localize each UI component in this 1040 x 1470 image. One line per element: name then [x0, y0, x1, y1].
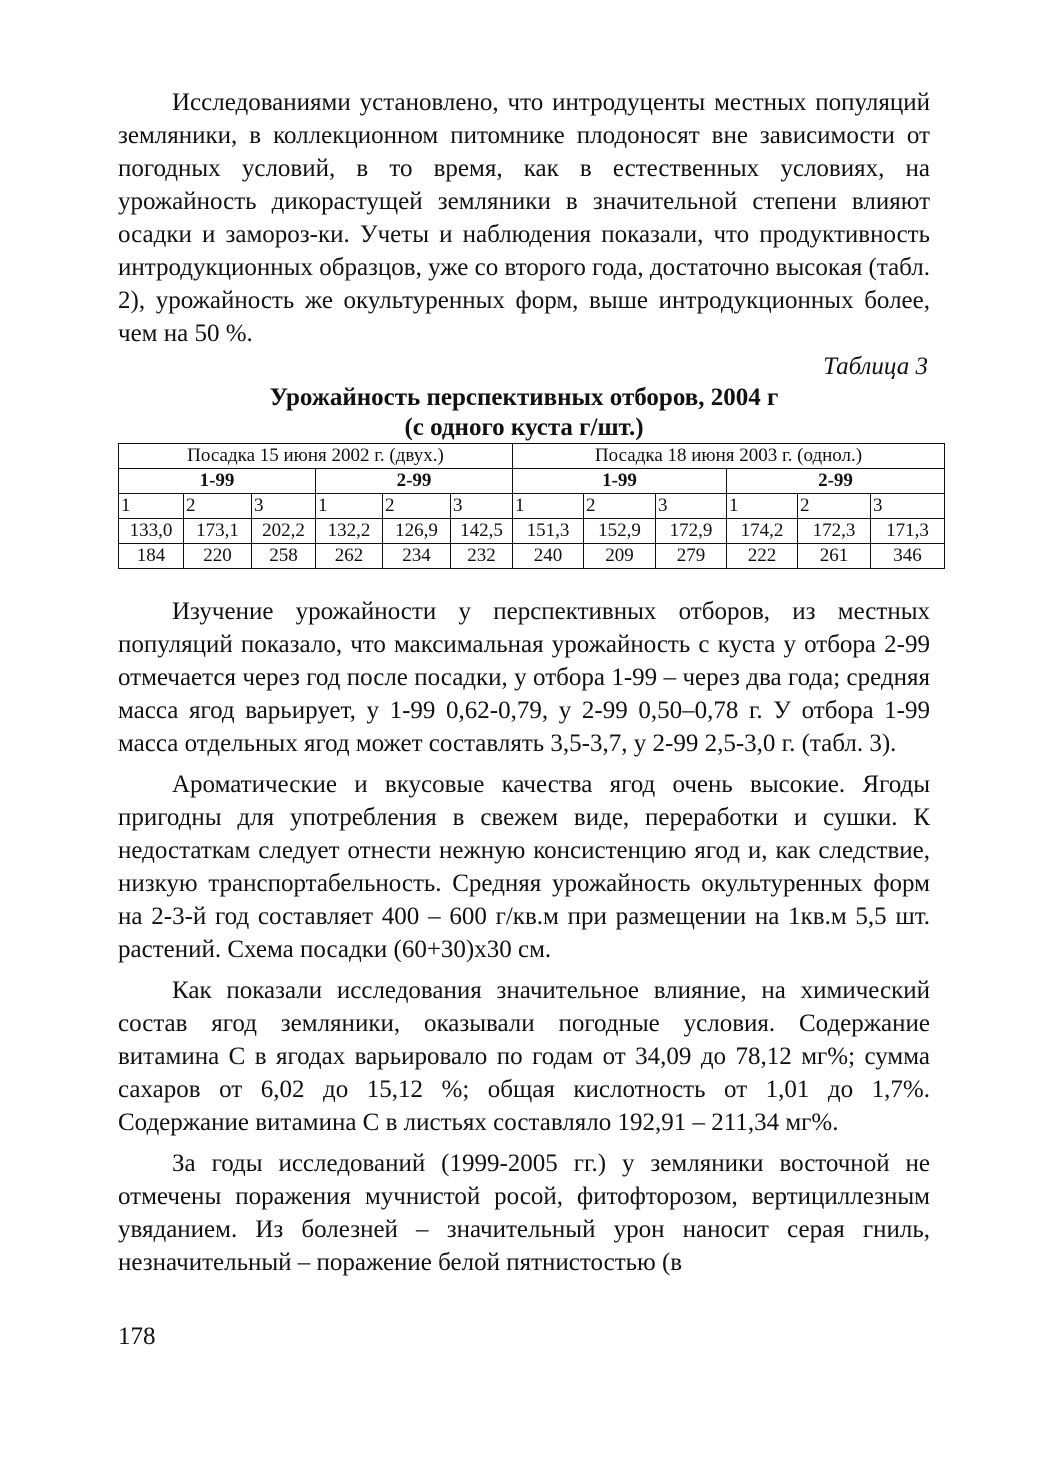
table-cell: 222 [727, 544, 798, 569]
table-cell: 133,0 [119, 519, 184, 544]
table-title-line-2: (с одного куста г/шт.) [404, 414, 644, 441]
table-cell: 172,9 [656, 519, 727, 544]
variety-header: 2-99 [727, 469, 945, 494]
column-number: 2 [584, 494, 656, 519]
table-cell: 346 [871, 544, 945, 569]
table-cell: 234 [383, 544, 451, 569]
table-title-line-1: Урожайность перспективных отборов, 2004 г [269, 384, 779, 411]
table-variety-row [119, 469, 945, 494]
table-cell: 142,5 [451, 519, 513, 544]
header-group-2003: Посадка 18 июня 2003 г. (однол.) [513, 444, 945, 469]
table-cell: 126,9 [383, 519, 451, 544]
table-cell: 258 [252, 544, 316, 569]
table-cell: 173,1 [184, 519, 252, 544]
column-number: 3 [656, 494, 727, 519]
table-cell: 202,2 [252, 519, 316, 544]
table-row-yield-2 [119, 544, 945, 569]
column-number: 3 [252, 494, 316, 519]
table-cell: 240 [513, 544, 584, 569]
table-cell: 174,2 [727, 519, 798, 544]
column-number: 2 [184, 494, 252, 519]
table-cell: 232 [451, 544, 513, 569]
paragraph-diseases: За годы исследований (1999-2005 гг.) у земляники восточной не отмечены поражения мучнистой росой, фитофторозом, вертициллезным увяданием. Из болезней – значительный урон наносит серая гниль, незначительный – поражение белой пятнистостью (в [118, 1150, 930, 1276]
table-label: Таблица 3 [823, 353, 928, 380]
variety-header: 2-99 [316, 469, 513, 494]
yield-table [118, 443, 945, 569]
header-group-2002: Посадка 15 июня 2002 г. (двух.) [119, 444, 513, 469]
column-number: 2 [383, 494, 451, 519]
column-number: 1 [513, 494, 584, 519]
table-cell: 279 [656, 544, 727, 569]
table-cell: 184 [119, 544, 184, 569]
column-number: 1 [316, 494, 383, 519]
paragraph-intro: Исследованиями установлено, что интродуценты местных популяций земляники, в коллекционном питомнике плодоносят вне зависимости от погодных условий, в то время, как в естественных условиях, на урожайность дикорастущей земляники в значительной степени влияют осадки и замороз-ки. Учеты и наблюдения показали, что продуктивность интродукционных образцов, уже со второго года, достаточно высокая (табл. 2), урожайность же окультуренных форм, выше интродукционных более, чем на 50 %. [118, 89, 930, 347]
page-number: 178 [118, 1323, 156, 1350]
paragraph-yield-study: Изучение урожайности у перспективных отборов, из местных популяций показало, что максимальная урожайность с куста у отбора 2-99 отмечается через год после посадки, у отбора 1-99 – через два года; средняя масса ягод варьирует, у 1-99 0,62-0,79, у 2-99 0,50–0,78 г. У отбора 1-99 масса отдельных ягод может составлять 3,5-3,7, у 2-99 2,5-3,0 г. (табл. 3). [118, 598, 930, 757]
column-number: 3 [451, 494, 513, 519]
table-cell: 151,3 [513, 519, 584, 544]
table-cell: 172,3 [798, 519, 871, 544]
column-number: 3 [871, 494, 945, 519]
column-number: 2 [798, 494, 871, 519]
table-cell: 262 [316, 544, 383, 569]
variety-header: 1-99 [119, 469, 316, 494]
table-row-yield-1 [119, 519, 945, 544]
table-number-row [119, 494, 945, 519]
paragraph-chemical-composition: Как показали исследования значительное влияние, на химический состав ягод земляники, оказывали погодные условия. Содержание витамина С в ягодах варьировало по годам от 34,09 до 78,12 мг%; сумма сахаров от 6,02 до 15,12 %; общая кислотность от 1,01 до 1,7%. Содержание витамина С в листьях составляло 192,91 – 211,34 мг%. [118, 977, 930, 1136]
column-number: 1 [119, 494, 184, 519]
table-cell: 152,9 [584, 519, 656, 544]
variety-header: 1-99 [513, 469, 727, 494]
table-cell: 220 [184, 544, 252, 569]
table-header-row [119, 444, 945, 469]
column-number: 1 [727, 494, 798, 519]
page-body [118, 86, 930, 1279]
table-cell: 132,2 [316, 519, 383, 544]
table-cell: 209 [584, 544, 656, 569]
table-cell: 171,3 [871, 519, 945, 544]
paragraph-taste-quality: Ароматические и вкусовые качества ягод очень высокие. Ягоды пригодны для употребления в свежем виде, переработки и сушки. К недостаткам следует отнести нежную консистенцию ягод и, как следствие, низкую транспортабельность. Средняя урожайность окультуренных форм на 2-3-й год составляет 400 – 600 г/кв.м при размещении на 1кв.м 5,5 шт. растений. Схема посадки (60+30)х30 см. [118, 771, 930, 963]
table-cell: 261 [798, 544, 871, 569]
